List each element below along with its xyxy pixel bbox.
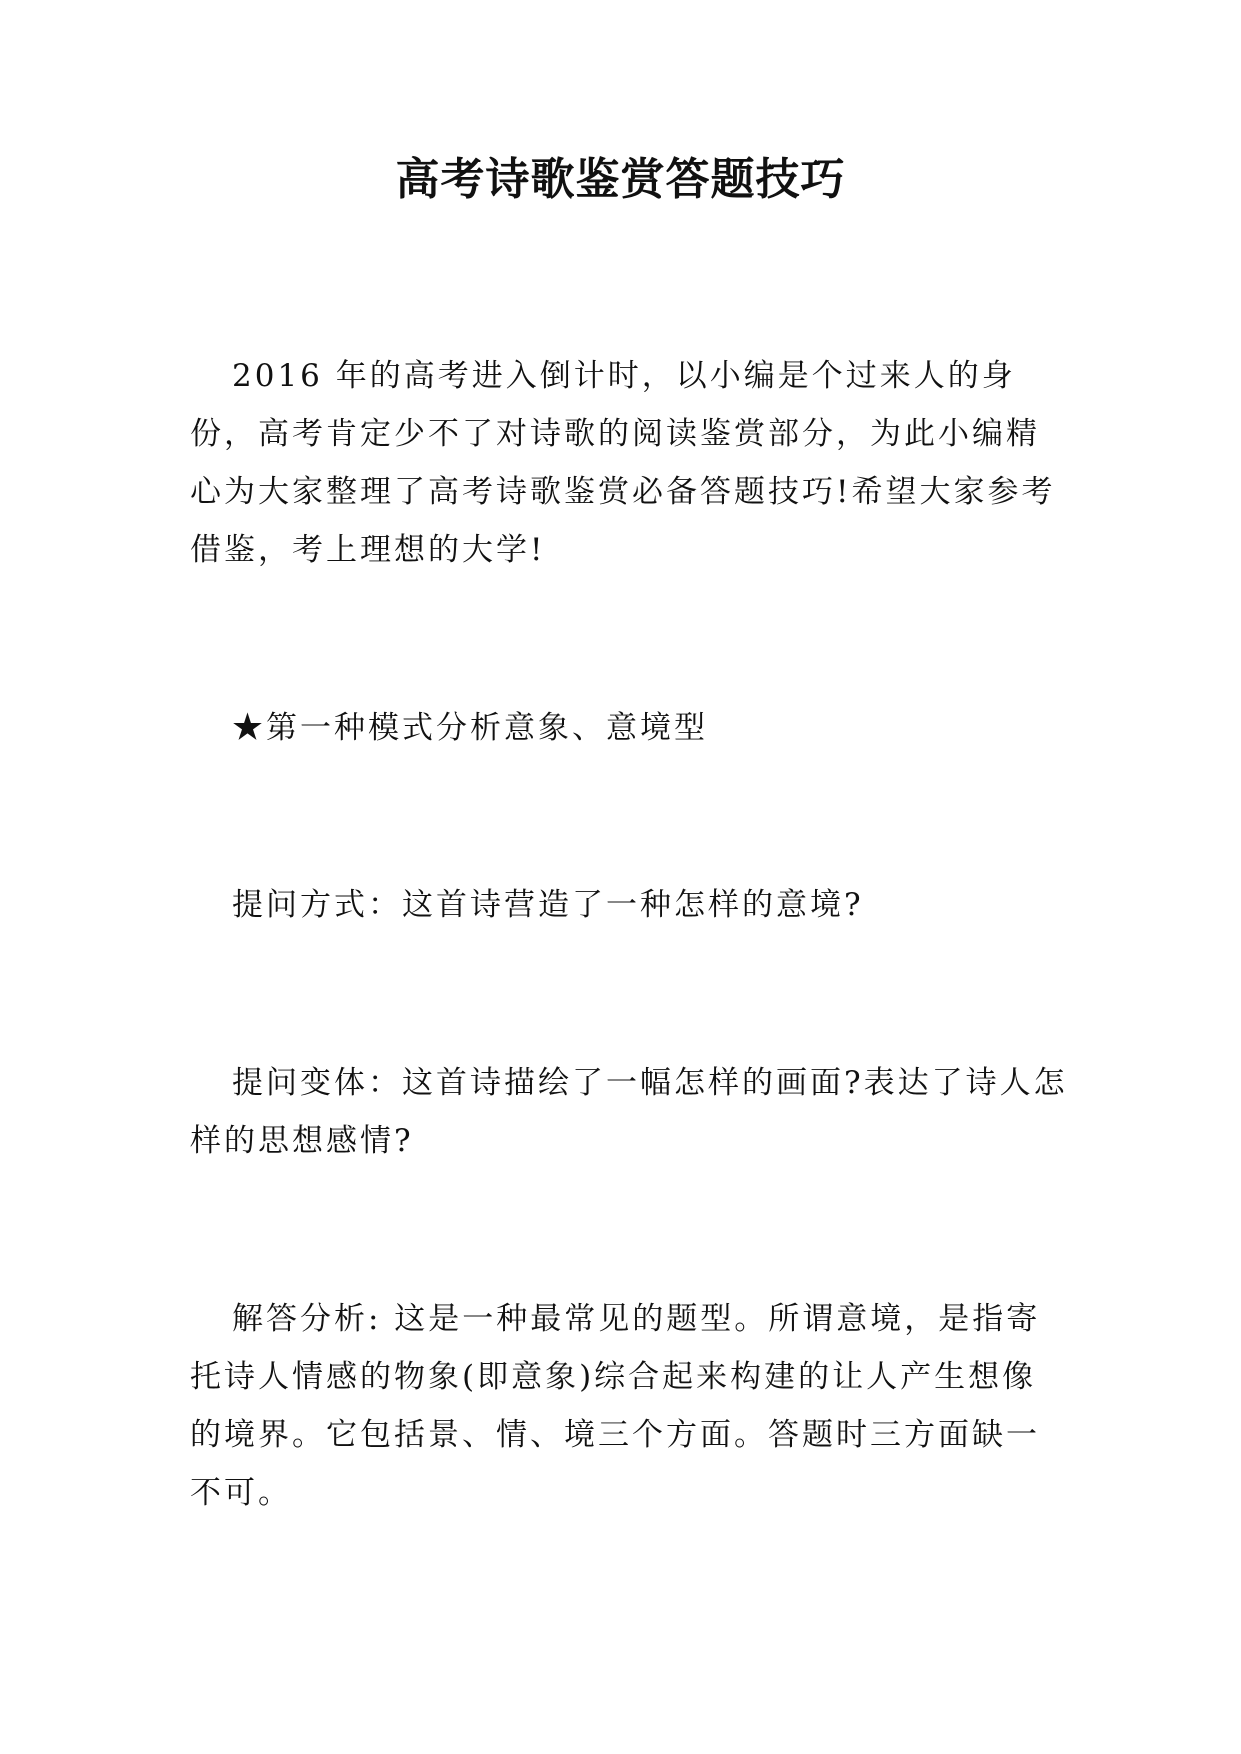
intro-paragraph: 2016 年的高考进入倒计时，以小编是个过来人的身份，高考肯定少不了对诗歌的阅读鉴赏部分，为此小编精心为大家整理了高考诗歌鉴赏必备答题技巧!希望大家参考借鉴，考上理想的大学!	[190, 358, 1056, 568]
variant-paragraph: 提问变体：这首诗描绘了一幅怎样的画面?表达了诗人怎样的思想感情?	[190, 1065, 1068, 1159]
question-paragraph: 提问方式：这首诗营造了一种怎样的意境?	[232, 887, 864, 923]
document-title: 高考诗歌鉴赏答题技巧	[395, 154, 846, 205]
section-heading: ★第一种模式分析意象、意境型	[232, 710, 708, 746]
answer-paragraph: 解答分析: 这是一种最常见的题型。所谓意境，是指寄托诗人情感的物象(即意象)综合起来构建的让人产生想像的境界。它包括景、情、境三个方面。答题时三方面缺一不可。	[190, 1301, 1041, 1511]
